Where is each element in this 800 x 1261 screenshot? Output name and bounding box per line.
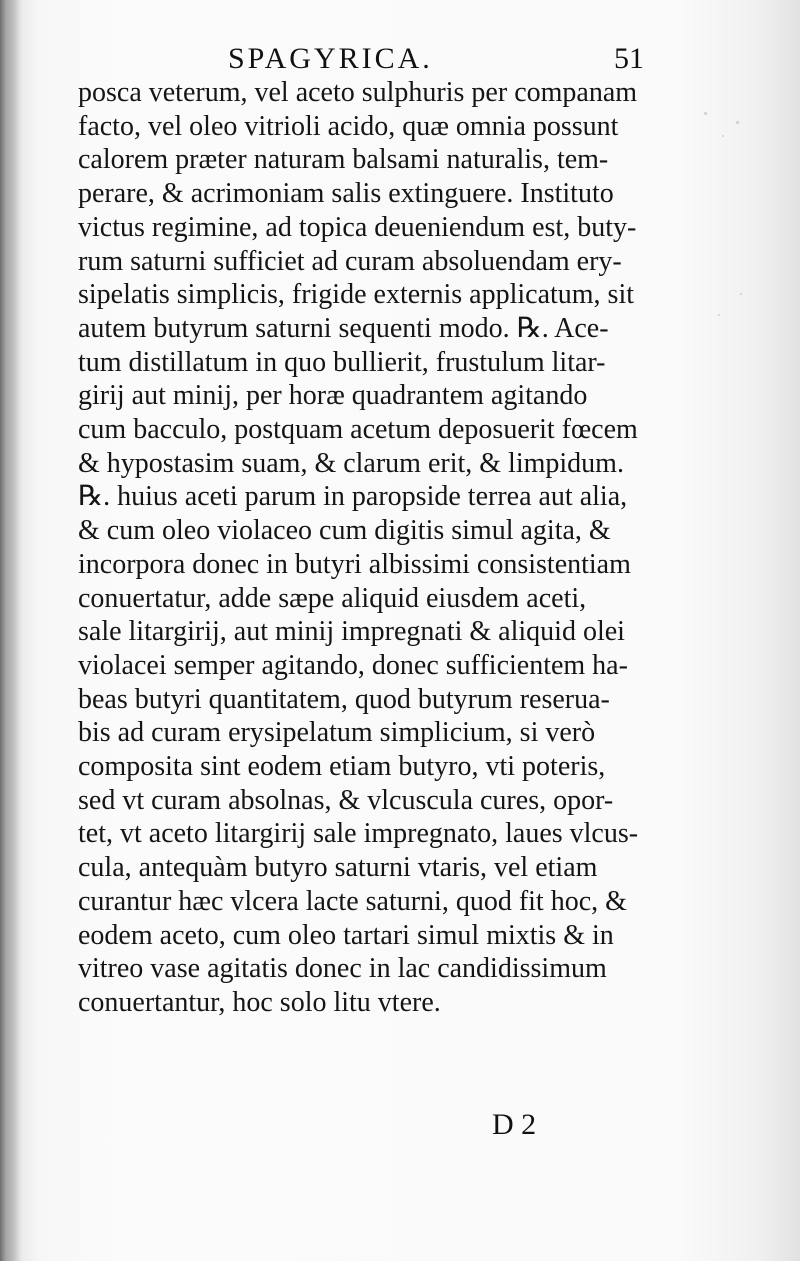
paper-speck: [718, 314, 720, 316]
text-line: conuertatur, adde sæpe aliquid eiusdem aceti,: [78, 582, 587, 614]
text-line: conuertantur, hoc solo litu vtere.: [78, 986, 441, 1018]
text-line: bis ad curam erysipelatum simplicium, si verò: [78, 717, 596, 749]
text-line: curantur hæc vlcera lacte saturni, quod fit hoc, &: [78, 885, 627, 917]
text-line: calorem præter naturam balsami naturalis, tem-: [78, 144, 609, 176]
text-line: cum bacculo, postquam acetum deposuerit fœcem: [78, 414, 638, 446]
text-line: girij aut minij, per horæ quadrantem agitando: [78, 380, 588, 412]
text-line: ℞. huius aceti parum in paropside terrea aut alia,: [78, 481, 628, 513]
text-line: tet, vt aceto litargirij sale impregnato, laues vlcus-: [78, 818, 639, 850]
text-line: incorpora donec in butyri albissimi consistentiam: [78, 548, 631, 580]
text-line: rum saturni sufficiet ad curam absoluendam ery-: [78, 245, 622, 277]
text-line: vitreo vase agitatis donec in lac candidissimum: [78, 953, 607, 985]
text-line: & hypostasim suam, & clarum erit, & limpidum.: [78, 447, 624, 479]
text-line: violacei semper agitando, donec sufficientem ha-: [78, 649, 628, 681]
paper-speck: [740, 293, 742, 295]
text-line: victus regimine, ad topica deueniendum est, buty-: [78, 211, 637, 243]
binding-shadow: [0, 0, 22, 1261]
text-line: beas butyri quantitatem, quod butyrum reserua-: [78, 683, 610, 715]
text-line: posca veterum, vel aceto sulphuris per companam: [78, 77, 638, 108]
bleed-through-texture: [120, 1010, 680, 1180]
page-number: 51: [614, 42, 644, 75]
running-head: SPAGYRICA.: [228, 42, 433, 75]
paper-speck: [704, 112, 707, 115]
text-line: facto, vel oleo vitrioli acido, quæ omnia possunt: [78, 110, 619, 142]
text-line: eodem aceto, cum oleo tartari simul mixtis & in: [78, 919, 614, 951]
text-line: tum distillatum in quo bullierit, frustulum litar-: [78, 346, 606, 378]
text-line: perare, & acrimoniam salis extinguere. Instituto: [78, 178, 614, 210]
signature-mark: D 2: [492, 1108, 537, 1141]
text-line: sed vt curam absolnas, & vlcuscula cures, opor-: [78, 784, 614, 816]
text-line: & cum oleo violaceo cum digitis simul agita, &: [78, 515, 611, 547]
text-line: composita sint eodem etiam butyro, vti poteris,: [78, 751, 606, 783]
text-line: sale litargirij, aut minij impregnati & aliquid olei: [78, 616, 625, 648]
paper-speck: [722, 135, 724, 137]
text-line: autem butyrum saturni sequenti modo. ℞. Ace-: [78, 312, 609, 344]
text-line: sipelatis simplicis, frigide externis applicatum, sit: [78, 279, 635, 311]
text-line: cula, antequàm butyro saturni vtaris, vel etiam: [78, 852, 598, 884]
paper-speck: [736, 121, 739, 124]
body-text: [78, 76, 658, 1020]
